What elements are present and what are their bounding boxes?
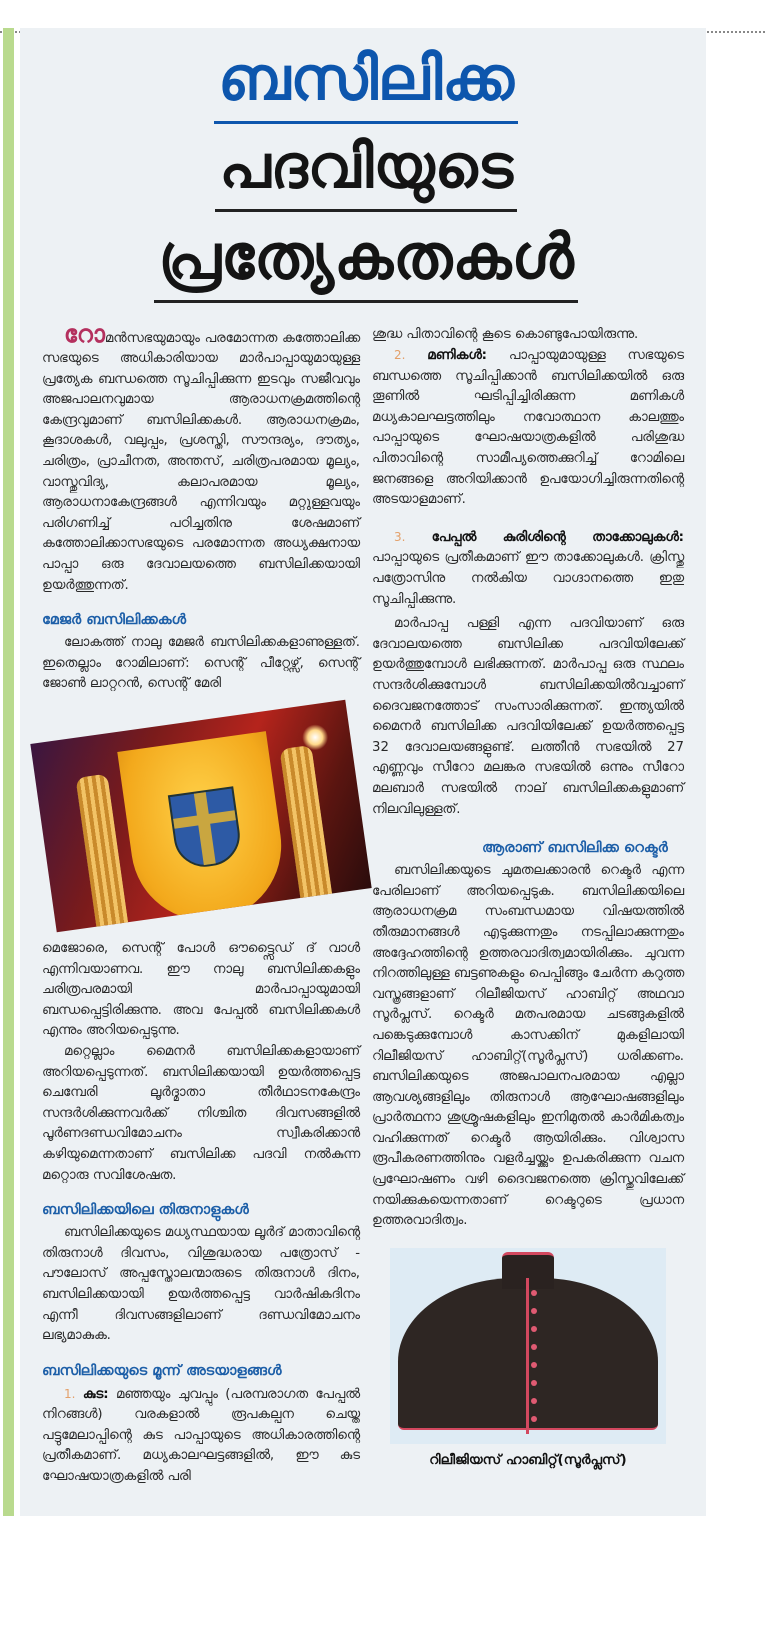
cape-button xyxy=(531,1290,537,1296)
left-column xyxy=(42,319,360,1492)
cape-button xyxy=(531,1398,537,1404)
article-columns xyxy=(42,319,690,1492)
ombrellino-banner xyxy=(117,731,291,930)
rector-para: ബസിലിക്കയുടെ ചുമതലക്കാരൻ റെക്ടർ എന്ന പേരിലാണ് അറിയപ്പെടുക. ബസിലിക്കയിലെ ആരാധനക്രമ സംബന്ധമായ വിഷയത്തിൽ തീരുമാനങ്ങൾ എടുക്കുന്നതും നടപ്പിലാക്കുന്നതും അദ്ദേഹത്തിന്റെ ഉത്തരവാദിത്വമായിരിക്കും. ചുവന്ന നിറത്തിലുള്ള ബട്ടണുകളും പെപ്പിങ്ങും ചേർന്ന കറുത്ത വസ്ത്രങ്ങളാണ് റിലീജിയസ് ഹാബിറ്റ് അഥവാ സൂർപ്ലസ്. റെക്ടർ മതപരമായ ചടങ്ങുകളിൽ പങ്കെടുക്കുമ്പോൾ കാസക്കിന് മുകളിലായി റിലീജിയസ് ഹാബിറ്റ്(സൂർപ്ലസ്) ധരിക്കണം. ബസിലിക്കയുടെ അജപാലനപരമായ എല്ലാ ആവശ്യങ്ങളിലും തിരുനാൾ ആഘോഷങ്ങളിലും പ്രാർത്ഥനാ ശുശ്രൂഷകളിലും ഇനിമുതൽ കാർമികത്വം വഹിക്കുന്നത് റെക്ടർ ആയിരിക്കും. വിശ്വാസ രൂപീകരണത്തിനും വളർച്ചയ്ക്കും ഉപകരിക്കുന്ന വചന പ്രഘോഷണം വഴി ദൈവജനത്തെ ക്രിസ്തുവിലേക്ക് നയിക്കുകയെന്നതാണ് റെക്ടറുടെ പ്രധാന ഉത്തരവാദിത്വം. xyxy=(372,863,684,1229)
symbol-1-umbrella: 1. കുട: മഞ്ഞയും ചുവപ്പും (പരമ്പരാഗത പേപ്പൽ നിറങ്ങൾ) വരകളാൽ രൂപകല്പന ചെയ്ത പട്ടുമേലാപ്പിന്റെ കുട പാപ്പായുടെ അധികാരത്തിന്റെ പ്രതീകമാണ്. മധ്യകാലഘട്ടങ്ങളിൽ, ഈ കുട ഘോഷയാത്രകളിൽ പരി xyxy=(42,1386,360,1485)
headline-line-3: പ്രത്യേകതകൾ xyxy=(42,218,690,303)
cape-button xyxy=(531,1380,537,1386)
cape-button xyxy=(531,1362,537,1368)
side-accent-bar xyxy=(3,28,14,1516)
major-basilicas-para: ലോകത്ത് നാലു മേജർ ബസിലിക്കകളാണുള്ളത്. ഇതെല്ലാം റോമിലാണ്: സെന്റ് പീറ്റേഴ്സ്, സെന്റ് ജോൺ ലാറ്ററൻ, സെന്റ് മേരി xyxy=(42,635,360,692)
cape-placket xyxy=(526,1278,529,1434)
papal-coat-of-arms xyxy=(168,786,244,870)
papal-banner-photo xyxy=(30,700,371,932)
intro-paragraph: റോമൻസഭയുമായും പരമോന്നത കത്തോലിക്ക സഭയുടെ അധികാരിയായ മാർപാപ്പായുമായുള്ള പ്രത്യേക ബന്ധത്തെ സൂചിപ്പിക്കുന്ന ഇടവും സജീവവും അജപാലനവുമായ ആരാധനക്രമത്തിന്റെ കേന്ദ്രവുമാണ് ബസിലിക്കകൾ. ആരാധനക്രമം, കൂദാശകൾ, വലുപ്പം, പ്രശസ്തി, സൗന്ദര്യം, ദൗത്യം, ചരിത്രം, പ്രാചീനത, അന്തസ്, ചരിത്രപരമായ മൂല്യം, വാസ്തുവിദ്യ, കലാപരമായ മൂല്യം, ആരാധനാകേന്ദ്രങ്ങൾ എന്നിവയും മറ്റുള്ളവയും പരിഗണിച്ച് പഠിച്ചതിനു ശേഷമാണ് കത്തോലിക്കാസഭയുടെ പരമോന്നത അധ്യക്ഷനായ പാപ്പാ ഒരു ദേവാലയത്തെ ബസിലിക്കയായി ഉയർത്തുന്നത്. xyxy=(42,319,360,593)
major-basilicas-heading: മേജർ ബസിലിക്കകൾ xyxy=(42,612,187,629)
right-column xyxy=(372,325,684,1470)
article-panel xyxy=(20,28,706,1516)
cape-button xyxy=(531,1326,537,1332)
cape-button xyxy=(531,1416,537,1422)
rector-heading: ആരാണ് ബസിലിക്ക റെക്ടർ xyxy=(482,840,668,857)
symbols-heading: ബസിലിക്കയുടെ മൂന്ന് അടയാളങ്ങൾ xyxy=(42,1362,282,1379)
cape-caption: റിലീജിയസ് ഹാബിറ്റ്(സൂർപ്ലസ്) xyxy=(429,1451,627,1468)
article-wrapper xyxy=(3,28,706,1516)
symbol-3-keys: 3. പേപ്പൽ കുരിശിന്റെ താക്കോലുകൾ: പാപ്പായുടെ പ്രതീകമാണ് ഈ താക്കോലുകൾ. ക്രിസ്തു പത്രോസിനു നൽകിയ വാഗ്ദാനത്തെ ഇതു സൂചിപ്പിക്കുന്നു. xyxy=(372,529,684,607)
cape-button xyxy=(531,1308,537,1314)
headline-line-2: പദവിയുടെ xyxy=(42,130,690,212)
marpapa-para: മാർപാപ്പ പള്ളി എന്ന പദവിയാണ് ഒരു ദേവാലയത്തെ ബസിലിക്ക പദവിയിലേക്ക് ഉയർത്തുമ്പോൾ ലഭിക്കുന്നത്. മാർപാപ്പ ഒരു സ്ഥലം സന്ദർശിക്കുമ്പോൾ ബസിലിക്കയിൽവച്ചാണ് ദൈവജനത്തോട് സംസാരിക്കുന്നത്. ഇന്ത്യയിൽ മൈനർ ബസിലിക്ക പദവിയിലേക്ക് ഉയർത്തപ്പെട്ട 32 ദേവാലയങ്ങളുണ്ട്. ലത്തീൻ സഭയിൽ 27 എണ്ണവും സീറോ മലങ്കര സഭയിൽ ഒന്നും സീറോ മലബാർ സഭയിൽ നാല് ബസിലിക്കകളുമാണ് നിലവിലുള്ളത്. xyxy=(372,616,684,817)
headline-line-1: ബസിലിക്ക xyxy=(42,42,690,124)
feasts-heading: ബസിലിക്കയിലെ തിരുനാളുകൾ xyxy=(42,1202,249,1219)
tassel-left xyxy=(76,774,131,933)
tassel-right xyxy=(279,745,334,918)
drop-cap: റോ xyxy=(64,319,105,348)
cape-button xyxy=(531,1344,537,1350)
symbol-1-cont: ശുദ്ധ പിതാവിന്റെ കൂടെ കൊണ്ടുപോയിരുന്നു. 2. മണികൾ: പാപ്പായുമായുള്ള സഭയുടെ ബന്ധത്തെ സൂചിപ്പിക്കാൻ ബസിലിക്കയിൽ ഒരു തൂണിൽ ഘടിപ്പിച്ചിരിക്കുന്ന മണികൾ മധ്യകാലഘട്ടത്തിലും നവോത്ഥാന കാലത്തും പാപ്പായുടെ ഘോഷയാത്രകളിൽ പരിശുദ്ധ പിതാവിന്റെ സാമീപ്യത്തെക്കുറിച്ച് റോമിലെ ജനങ്ങളെ അറിയിക്കാൻ ഉപയോഗിച്ചിരുന്നതിന്റെ അടയാളമാണ്. xyxy=(372,326,684,508)
feasts-para: ബസിലിക്കയുടെ മധ്യസ്ഥയായ ലൂർദ് മാതാവിന്റെ തിരുനാൾ ദിവസം, വിശുദ്ധരായ പത്രോസ് - പൗലോസ് അപ്പസ്തോലന്മാരുടെ തിരുനാൾ ദിനം, ബസിലിക്കയായി ഉയർത്തപ്പെട്ട വാർഷികദിനം എന്നീ ദിവസങ്ങളിലാണ് ദണ്ഡവിമോചനം ലഭ്യമാകുക. xyxy=(42,1225,360,1344)
religious-habit-photo xyxy=(390,1248,666,1444)
major-basilicas-cont: മെജോരെ, സെന്റ് പോൾ ഔട്ട്സൈഡ് ദ് വാൾ എന്നിവയാണവ. ഈ നാലു ബസിലിക്കകളും ചരിത്രപരമായി മാർപാപ്പായുമായി ബന്ധപ്പെട്ടിരിക്കുന്നു. അവ പേപ്പൽ ബസിലിക്കകൾ എന്നും അറിയപ്പെടുന്നു. മറ്റെല്ലാം മൈനർ ബസിലിക്കകളായാണ് അറിയപ്പെടുന്നത്. ബസിലിക്കയായി ഉയർത്തപ്പെട്ട ചെമ്പേരി ലൂർദ്മാതാ തീർഥാടനകേന്ദ്രം സന്ദർശിക്കുന്നവർക്ക് നിശ്ചിത ദിവസങ്ങളിൽ പൂർണദണ്ഡവിമോചനം സ്വീകരിക്കാൻ കഴിയുമെന്നതാണ് ബസിലിക്ക പദവി നൽകുന്ന മറ്റൊരു സവിശേഷത. xyxy=(42,941,360,1183)
